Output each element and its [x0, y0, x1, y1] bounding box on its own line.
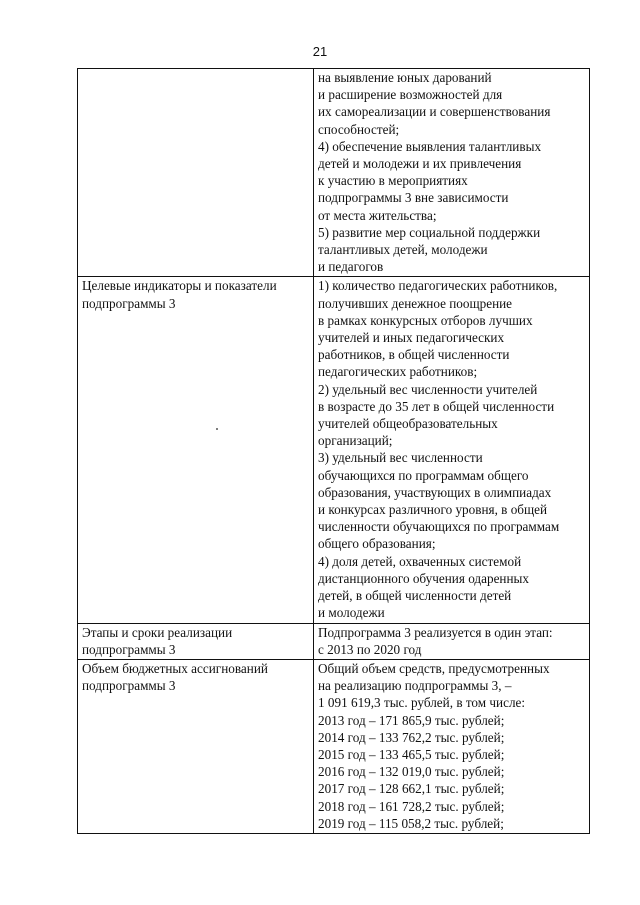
- row-content-line: работников, в общей численности: [318, 347, 510, 363]
- row-label-cell: [78, 623, 314, 659]
- row-content-line: образования, участвующих в олимпиадах: [318, 484, 552, 500]
- table-body: [78, 69, 590, 834]
- row-content-line: 2017 год – 128 662,1 тыс. рублей;: [318, 781, 505, 797]
- row-content-line: 2019 год – 115 058,2 тыс. рублей;: [318, 815, 504, 831]
- table-row: [78, 69, 590, 277]
- row-content-line: численности обучающихся по программам: [318, 519, 560, 535]
- row-content-line: в возрасте до 35 лет в общей численности: [318, 398, 555, 414]
- row-content-cell: [314, 623, 590, 659]
- page-number: 21: [312, 44, 328, 59]
- scan-speck: [216, 428, 218, 430]
- row-content-line: и молодежи: [318, 605, 385, 621]
- row-content-line: их самореализации и совершенствования: [318, 104, 551, 120]
- row-content-line: и расширение возможностей для: [318, 87, 503, 103]
- row-content-line: 4) обеспечение выявления талантливых: [318, 138, 542, 154]
- row-content-line: Общий объем средств, предусмотренных: [318, 660, 550, 676]
- row-content-line: 4) доля детей, охваченных системой: [318, 553, 522, 569]
- row-content-line: общего образования;: [318, 536, 436, 552]
- row-content-line: в рамках конкурсных отборов лучших: [318, 312, 533, 328]
- table-row: [78, 659, 590, 833]
- row-label-cell: [78, 277, 314, 623]
- row-content-line: 2014 год – 133 762,2 тыс. рублей;: [318, 729, 505, 745]
- row-content-line: на выявление юных дарований: [318, 70, 492, 85]
- row-content-line: 5) развитие мер социальной поддержки: [318, 224, 541, 240]
- passport-table: [77, 68, 590, 834]
- row-content-cell: [314, 277, 590, 623]
- table-row: [78, 623, 590, 659]
- row-content-line: учителей и иных педагогических: [318, 330, 505, 346]
- row-content-line: 2018 год – 161 728,2 тыс. рублей;: [318, 798, 505, 814]
- row-content-line: обучающихся по программам общего: [318, 467, 529, 483]
- row-content-line: 3) удельный вес численности: [318, 450, 483, 466]
- row-content-line: с 2013 по 2020 год: [318, 641, 422, 657]
- row-content-line: 1) количество педагогических работников,: [318, 278, 558, 294]
- row-content-line: подпрограммы 3 вне зависимости: [318, 190, 509, 206]
- row-content-line: к участию в мероприятиях: [318, 173, 468, 189]
- row-content-line: и конкурсах различного уровня, в общей: [318, 502, 548, 518]
- row-content-line: 2015 год – 133 465,5 тыс. рублей;: [318, 746, 505, 762]
- row-content-line: 2016 год – 132 019,0 тыс. рублей;: [318, 764, 505, 780]
- row-content-line: на реализацию подпрограммы 3, –: [318, 678, 512, 694]
- row-content-line: талантливых детей, молодежи: [318, 242, 488, 258]
- row-content-cell: [314, 659, 590, 833]
- row-label-line: Целевые индикаторы и показатели: [82, 278, 277, 294]
- row-content-line: и педагогов: [318, 259, 384, 275]
- row-content-line: 2) удельный вес численности учителей: [318, 381, 538, 397]
- row-content-line: организаций;: [318, 433, 393, 449]
- row-label-line: Объем бюджетных ассигнований: [82, 660, 268, 676]
- row-content-line: получивших денежное поощрение: [318, 295, 513, 311]
- row-content-line: способностей;: [318, 121, 400, 137]
- row-content-line: педагогических работников;: [318, 364, 478, 380]
- row-content-line: детей и молодежи и их привлечения: [318, 156, 522, 172]
- row-content-line: детей, в общей численности детей: [318, 588, 512, 604]
- row-content-cell: [314, 69, 590, 277]
- row-label-line: подпрограммы 3: [82, 678, 176, 694]
- row-content-line: 2013 год – 171 865,9 тыс. рублей;: [318, 712, 505, 728]
- table-row: [78, 277, 590, 623]
- row-content-line: от места жительства;: [318, 207, 437, 223]
- row-label-cell: [78, 69, 314, 277]
- row-content-line: дистанционного обучения одаренных: [318, 570, 529, 586]
- row-label-line: подпрограммы 3: [82, 641, 176, 657]
- row-label-line: подпрограммы 3: [82, 295, 176, 311]
- row-label-line: Этапы и сроки реализации: [82, 624, 233, 640]
- row-content-line: 1 091 619,3 тыс. рублей, в том числе:: [318, 695, 526, 711]
- row-content-line: учителей общеобразовательных: [318, 416, 498, 432]
- row-content-line: Подпрограмма 3 реализуется в один этап:: [318, 624, 553, 640]
- row-label-cell: [78, 659, 314, 833]
